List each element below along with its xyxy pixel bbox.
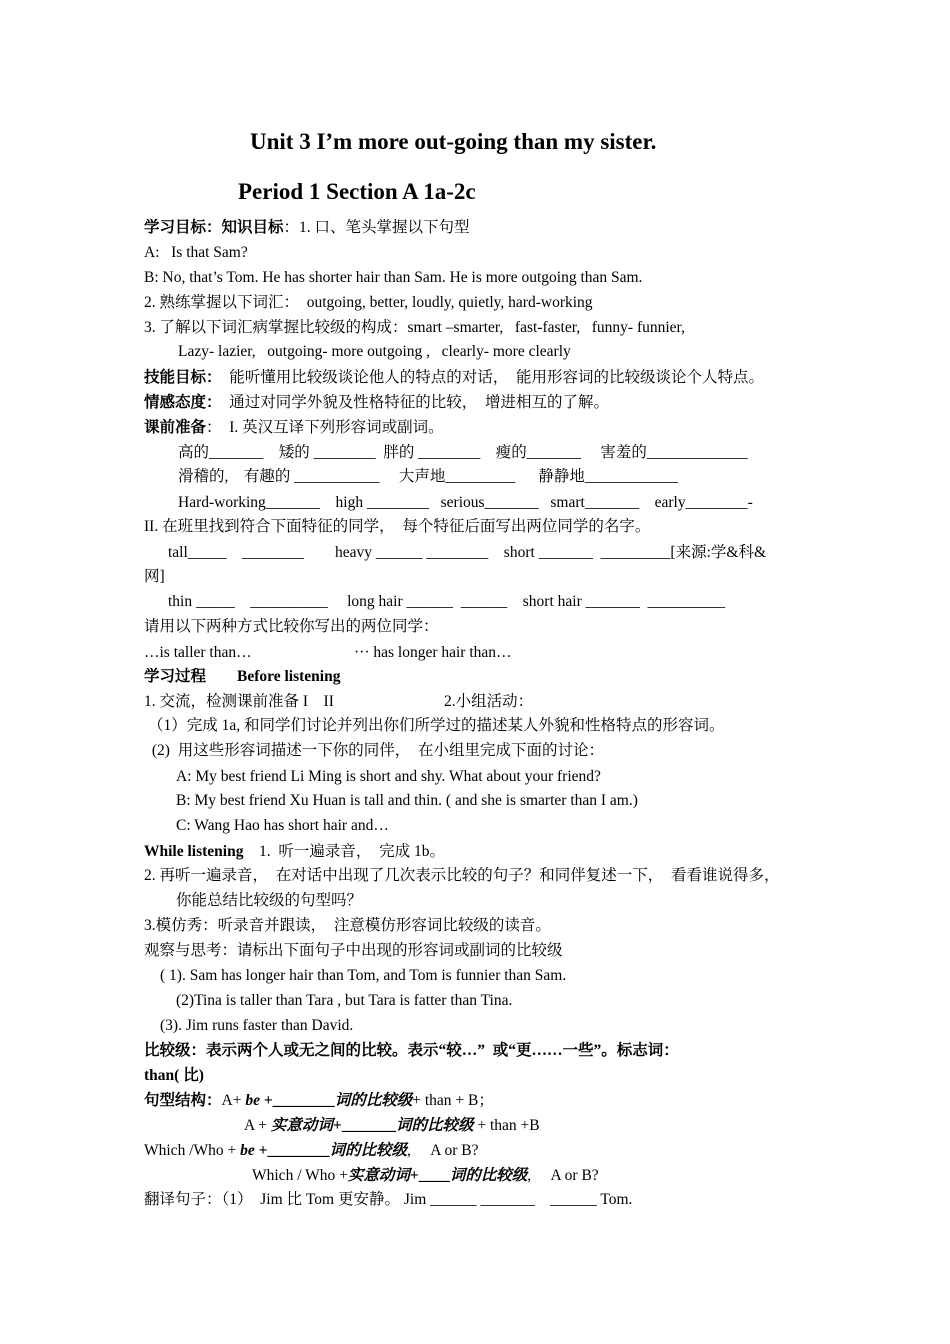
goals-line-a: A: Is that Sam? xyxy=(144,244,248,261)
comparative-term: 词的比较级 xyxy=(334,1092,413,1109)
structure-4 xyxy=(252,1166,599,1186)
prep-compare-a: …is taller than… xyxy=(144,644,252,661)
process-step2: 2.小组活动： xyxy=(444,693,534,710)
process-label: 学习过程 xyxy=(144,668,207,685)
structure-text: + than + B； xyxy=(412,1092,494,1109)
structure-text: Which / Who + xyxy=(252,1167,348,1184)
structure-text: Which /Who + xyxy=(144,1142,241,1159)
while-1: 1. 听一遍录音， 完成 1b。 xyxy=(243,843,445,860)
structure-text: + than +B xyxy=(473,1117,540,1134)
page-title: Unit 3 I’m more out-going than my sister. xyxy=(250,129,657,154)
prep-text: ： I. 英汉互译下列形容词或副词。 xyxy=(206,419,444,436)
prep-compare-b: ··· has longer hair than… xyxy=(354,644,512,661)
process-step1: 1. 交流，检测课前准备 I II xyxy=(144,693,334,710)
goals-label: 学习目标：知识目标 xyxy=(144,219,284,236)
observe: 观察与思考：请标出下面句子中出现的形容词或副词的比较级 xyxy=(144,942,563,959)
comparative-term: 词的比较级 xyxy=(449,1167,528,1184)
grammar-definition: 比较级：表示两个人或无之间的比较。表示“较…” 或“更……一些”。标志词： xyxy=(144,1042,679,1059)
dialog-b: B: My best friend Xu Huan is tall and thin. ( and she is smarter than I am.) xyxy=(176,792,638,809)
example-3: (3). Jim runs faster than David. xyxy=(160,1017,354,1034)
attitude-text: 通过对同学外貌及性格特征的比较， 增进相互的了解。 xyxy=(221,394,610,411)
process-line xyxy=(144,667,340,687)
structure-text: A + xyxy=(244,1117,271,1134)
skills-text: 能听懂用比较级谈论他人的特点的对话， 能用形容词的比较级谈论个人特点。 xyxy=(221,369,765,386)
structure-label: 句型结构： xyxy=(144,1092,222,1109)
be-word: be xyxy=(245,1092,260,1109)
goals-line xyxy=(144,218,470,238)
verb-term: 实意动词 xyxy=(270,1117,333,1134)
structure-1 xyxy=(144,1091,494,1111)
page-subtitle: Period 1 Section A 1a-2c xyxy=(238,179,476,204)
goals-line-b: B: No, that’s Tom. He has shorter hair than Sam. He is more outgoing than Sam. xyxy=(144,269,643,286)
skills-line xyxy=(144,368,764,388)
prep-row4: tall_____ ________ heavy ______ ________ short _______ _________[来源:学&科& xyxy=(168,544,767,561)
while-3: 3.模仿秀：听录音并跟读， 注意模仿形容词比较级的读音。 xyxy=(144,917,551,934)
example-2: (2)Tina is taller than Tara , but Tara is fatter than Tina. xyxy=(176,992,513,1009)
be-word: be xyxy=(240,1142,255,1159)
while-line xyxy=(144,842,445,862)
goals-item1: ：1. 口、笔头掌握以下句型 xyxy=(283,219,470,236)
translate-line xyxy=(144,1190,632,1210)
structure-3 xyxy=(144,1141,478,1161)
structure-text: A+ xyxy=(221,1092,246,1109)
before-listening: Before listening xyxy=(237,668,341,685)
prep-label: 课前准备 xyxy=(144,419,207,436)
prep-row3: Hard-working_______ high ________ serious_______ smart_______ early________- xyxy=(178,494,753,511)
grammar-definition-2: than( 比) xyxy=(144,1067,204,1084)
attitude-line xyxy=(144,393,609,413)
blank: +_______ xyxy=(332,1117,396,1134)
prep-compare: 请用以下两种方式比较你写出的两位同学： xyxy=(144,618,439,635)
process-sub2: (2) 用这些形容词描述一下你的同伴， 在小组里完成下面的讨论： xyxy=(148,742,604,759)
goals-item3: 3. 了解以下词汇病掌握比较级的构成：smart –smarter, fast-faster, funny- funnier, xyxy=(144,319,685,336)
blank: +________ xyxy=(259,1092,335,1109)
translate-label: 翻译句子 xyxy=(144,1191,207,1208)
goals-item2: 2. 熟练掌握以下词汇： outgoing, better, loudly, quietly, hard-working xyxy=(144,294,593,311)
blank: +____ xyxy=(409,1167,450,1184)
example-1: ( 1). Sam has longer hair than Tom, and Tom is funnier than Sam. xyxy=(160,967,567,984)
prep-part2: II. 在班里找到符合下面特征的同学， 每个特征后面写出两位同学的名字。 xyxy=(144,518,651,535)
prep-row2: 滑稽的, 有趣的 ___________ 大声地_________ 静静地____________ xyxy=(178,468,678,485)
translate-text: ：（1） Jim 比 Tom 更安静。 Jim ______ _______ ______ Tom. xyxy=(206,1191,633,1208)
dialog-c: C: Wang Hao has short hair and… xyxy=(176,817,389,834)
while-listening: While listening xyxy=(144,843,244,860)
prep-row1: 高的_______ 矮的 ________ 胖的 ________ 瘦的_______ 害羞的_____________ xyxy=(178,444,748,461)
structure-text: , A or B? xyxy=(407,1142,479,1159)
structure-2 xyxy=(244,1116,540,1136)
verb-term: 实意动词 xyxy=(347,1167,410,1184)
attitude-label: 情感态度： xyxy=(144,394,222,411)
while-2: 2. 再听一遍录音， 在对话中出现了几次表示比较的句子？和同伴复述一下， 看看谁说得多， xyxy=(144,867,780,884)
process-sub1: （1）完成 1a, 和同学们讨论并列出你们所学过的描述某人外貌和性格特点的形容词。 xyxy=(148,717,725,734)
comparative-term: 词的比较级 xyxy=(395,1117,474,1134)
blank: +________ xyxy=(254,1142,330,1159)
skills-label: 技能目标： xyxy=(144,369,222,386)
prep-row5: thin _____ __________ long hair ______ ______ short hair _______ __________ xyxy=(168,593,726,610)
comparative-term: 词的比较级 xyxy=(329,1142,407,1159)
while-2b: 你能总结比较级的句型吗？ xyxy=(176,892,363,909)
prep-line xyxy=(144,418,444,438)
prep-row4b: 网] xyxy=(144,568,165,585)
structure-text: , A or B? xyxy=(527,1167,599,1184)
goals-item3b: Lazy- lazier, outgoing- more outgoing , clearly- more clearly xyxy=(178,343,571,360)
dialog-a: A: My best friend Li Ming is short and shy. What about your friend? xyxy=(176,768,601,785)
